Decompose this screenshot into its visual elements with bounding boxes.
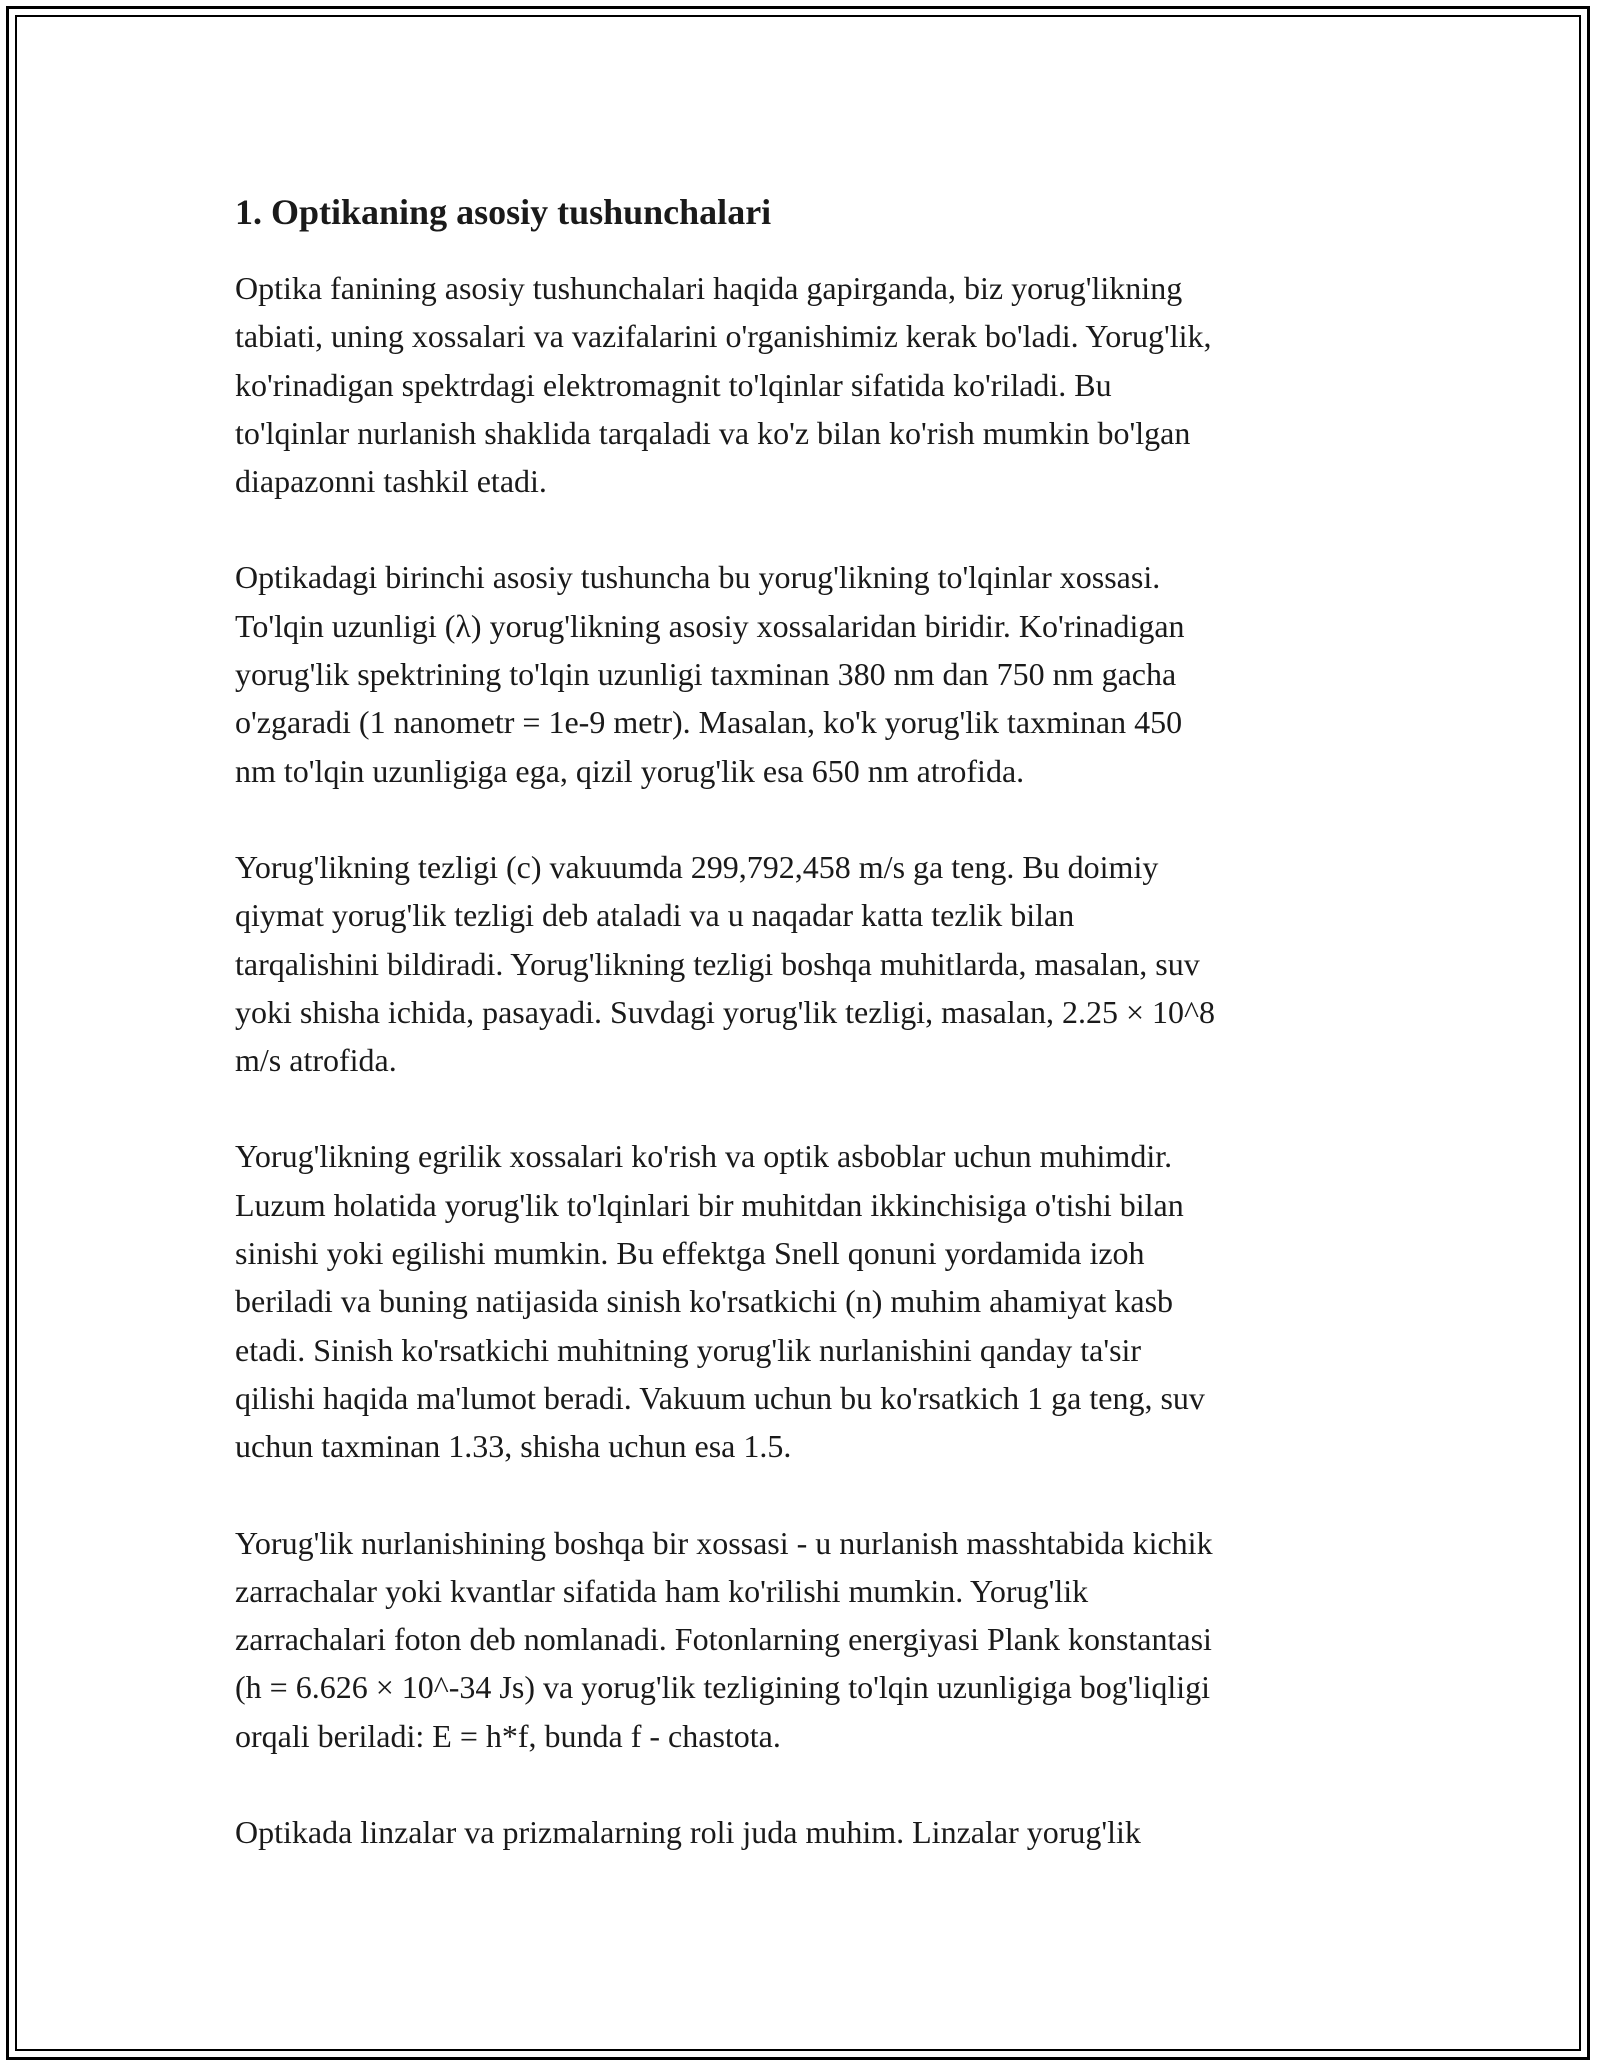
section-heading: 1. Optikaning asosiy tushunchalari [235, 192, 772, 232]
paragraph-1: Optika fanining asosiy tushunchalari haqida gapirganda, biz yorug'likning tabiati, uning xossalari va vazifalarini o'rganishimiz kerak bo'ladi. Yorug'lik, ko'rinadigan spektrdagi elektromagnit to'lqinlar sifatida ko'riladi. Bu to'lqinlar nurlanish shaklida tarqaladi va ko'z bilan ko'rish mumkin bo'lgan diapazonni tashkil etadi. [235, 270, 1212, 500]
paragraph-6: Optikada linzalar va prizmalarning roli juda muhim. Linzalar yorug'lik [235, 1814, 1141, 1851]
paragraph-3: Yorug'likning tezligi (c) vakuumda 299,792,458 m/s ga teng. Bu doimiy qiymat yorug'lik tezligi deb ataladi va u naqadar katta tezlik bilan tarqalishini bildiradi. Yorug'likning tezligi boshqa muhitlarda, masalan, suv yoki shisha ichida, pasayadi. Suvdagi yorug'lik tezligi, masalan, 2.25 × 10^8 m/s atrofida. [235, 848, 1215, 1079]
paragraph-2: Optikadagi birinchi asosiy tushuncha bu yorug'likning to'lqinlar xossasi. To'lqin uzunligi (λ) yorug'likning asosiy xossalaridan biridir. Ko'rinadigan yorug'lik spektrining to'lqin uzunligi taxminan 380 nm dan 750 nm gacha o'zgaradi (1 nanometr = 1e-9 metr). Masalan, ko'k yorug'lik taxminan 450 nm to'lqin uzunligiga ega, qizil yorug'lik esa 650 nm atrofida. [235, 559, 1185, 789]
paragraph-4: Yorug'likning egrilik xossalari ko'rish va optik asboblar uchun muhimdir. Luzum holatida yorug'lik to'lqinlari bir muhitdan ikkinchisiga o'tishi bilan sinishi yoki egilishi mumkin. Bu effektga Snell qonuni yordamida izoh beriladi va buning natijasida sinish ko'rsatkichi (n) muhim ahamiyat kasb etadi. Sinish ko'rsatkichi muhitning yorug'lik nurlanishini qanday ta'sir qilishi haqida ma'lumot beradi. Vakuum uchun bu ko'rsatkich 1 ga teng, suv uchun taxminan 1.33, shisha uchun esa 1.5. [235, 1138, 1205, 1465]
document-body [235, 188, 1365, 1904]
paragraph-5: Yorug'lik nurlanishining boshqa bir xossasi - u nurlanish masshtabida kichik zarrachalar yoki kvantlar sifatida ham ko'rilishi mumkin. Yorug'lik zarrachalari foton deb nomlanadi. Fotonlarning energiyasi Plank konstantasi (h = 6.626 × 10^-34 Js) va yorug'lik tezligining to'lqin uzunligiga bog'liqligi orqali beriladi: E = h*f, bunda f - chastota. [235, 1524, 1213, 1754]
